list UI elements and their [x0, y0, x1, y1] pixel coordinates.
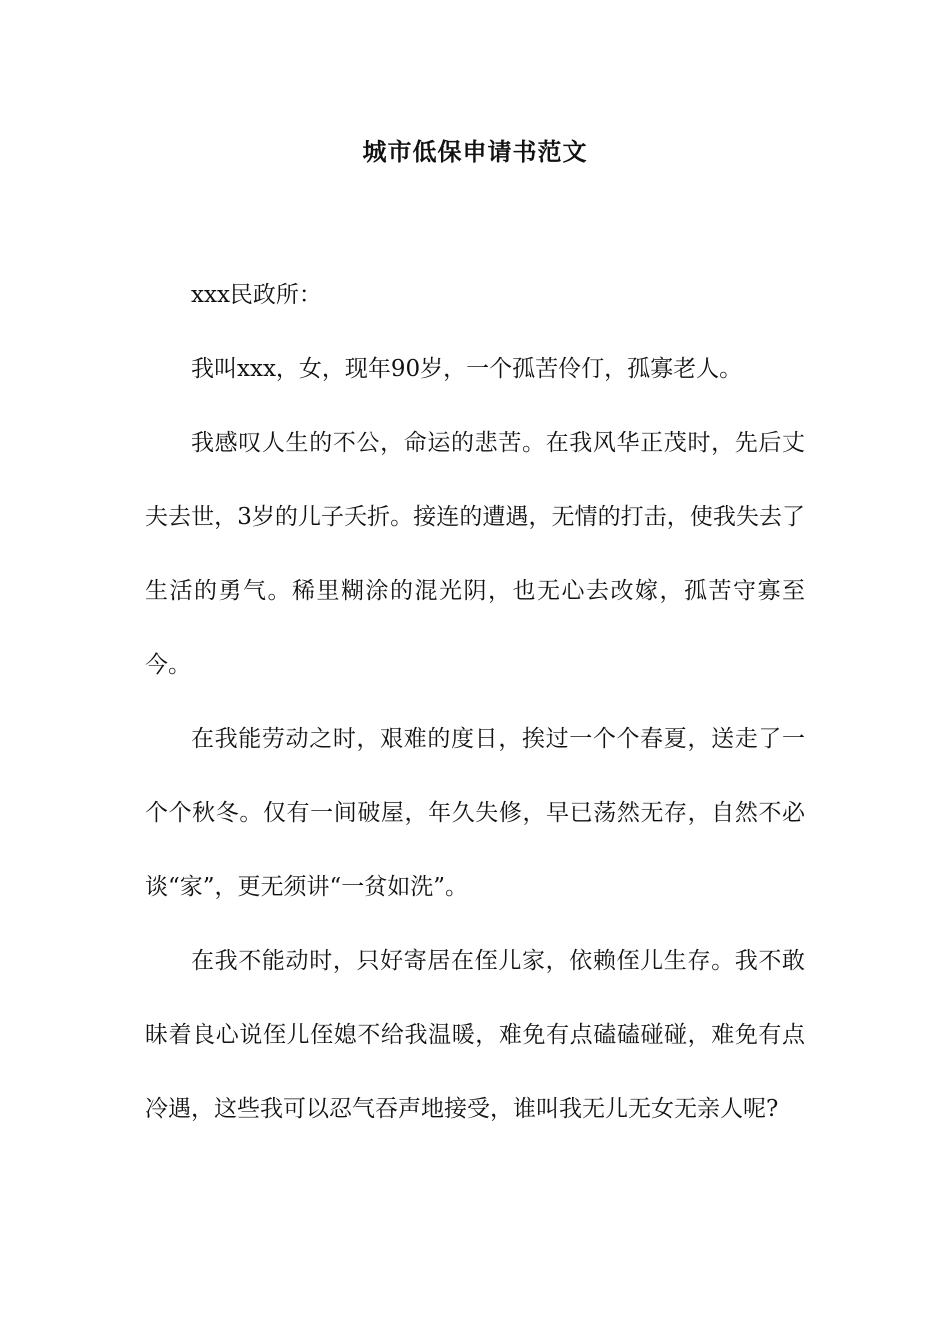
document-title: 城市低保申请书范文	[362, 137, 588, 166]
paragraph-dependence: 在我不能动时，只好寄居在侄儿家，依赖侄儿生存。我不敢昧着良心说侄儿侄媳不给我温暖，难免有点磕磕碰碰，难免有点冷遇，这些我可以忍气吞声地接受，谁叫我无儿无女无亲人呢?	[145, 948, 805, 1122]
paragraph-intro: 我叫xxx，女，现年90岁，一个孤苦伶仃，孤寡老人。	[191, 356, 743, 382]
paragraph-fate: 我感叹人生的不公，命运的悲苦。在我风华正茂时，先后丈夫去世，3岁的儿子夭折。接连的遭遇，无情的打击，使我失去了生活的勇气。稀里糊涂的混光阴，也无心去改嫁，孤苦守寡至今。	[145, 430, 805, 678]
paragraph-hardship: 在我能劳动之时，艰难的度日，挨过一个个春夏，送走了一个个秋冬。仅有一间破屋，年久失修，早已荡然无存，自然不必谈“家”，更无须讲“一贫如洗”。	[145, 726, 805, 900]
document-body	[145, 258, 805, 1146]
salutation: xxx民政所：	[191, 282, 322, 308]
